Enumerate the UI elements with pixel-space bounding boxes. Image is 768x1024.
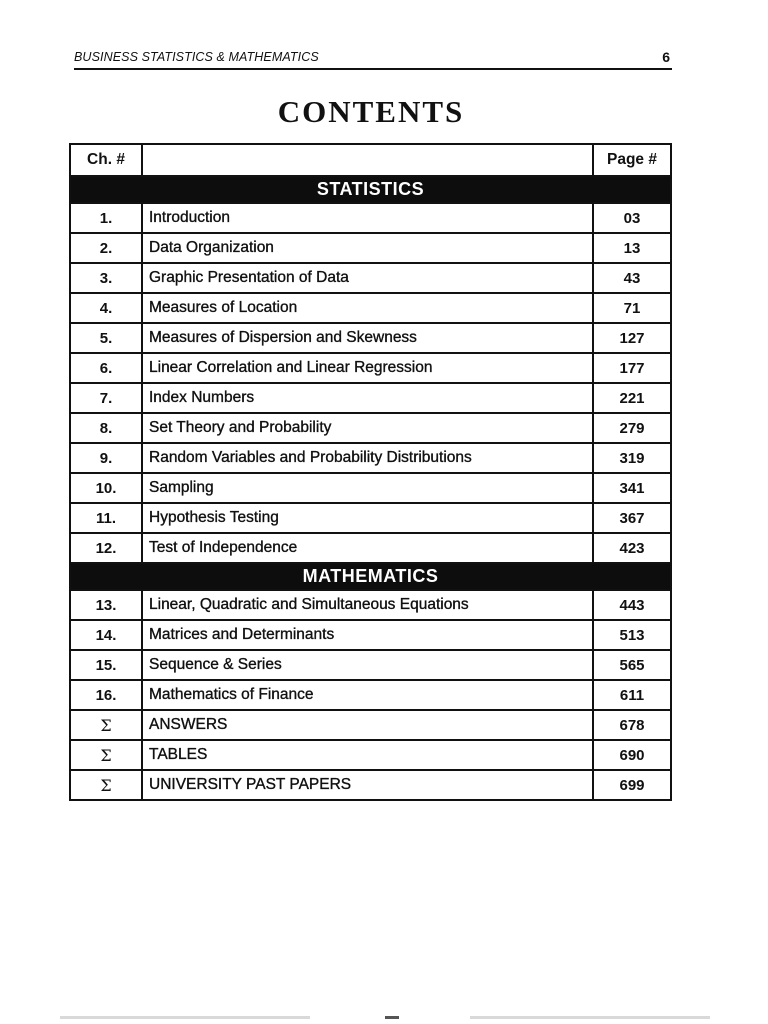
page-reference: 443	[619, 596, 645, 614]
table-row	[71, 589, 670, 619]
page-reference: 611	[619, 686, 645, 704]
chapter-title: Linear, Quadratic and Simultaneous Equations	[143, 591, 594, 619]
page-reference: 678	[619, 716, 645, 734]
sigma-icon: Σ	[71, 711, 143, 739]
page-reference: 13	[623, 239, 641, 257]
chapter-number: 16.	[71, 681, 143, 709]
table-row	[71, 292, 670, 322]
table-row	[71, 232, 670, 262]
chapter-title: TABLES	[143, 741, 594, 769]
table-header-row	[71, 145, 670, 175]
chapter-number: 12.	[71, 534, 143, 562]
chapter-number: 6.	[71, 354, 143, 382]
scan-mark	[385, 1016, 399, 1019]
page-number: 6	[662, 49, 670, 65]
chapter-number: 9.	[71, 444, 143, 472]
page-column-header: Page #	[607, 151, 657, 168]
chapter-number: 15.	[71, 651, 143, 679]
chapter-title: Test of Independence	[143, 534, 594, 562]
page-reference: 279	[619, 419, 645, 437]
chapter-title: Measures of Dispersion and Skewness	[143, 324, 594, 352]
sigma-icon: Σ	[71, 771, 143, 799]
chapter-number: 13.	[71, 591, 143, 619]
chapter-title: Measures of Location	[143, 294, 594, 322]
table-row	[71, 769, 670, 799]
chapter-title: Matrices and Determinants	[143, 621, 594, 649]
book-title: BUSINESS STATISTICS & MATHEMATICS	[74, 50, 319, 64]
chapter-title: Sampling	[143, 474, 594, 502]
section-header-statistics: STATISTICS	[71, 175, 670, 202]
chapter-title: UNIVERSITY PAST PAPERS	[143, 771, 594, 799]
chapter-number: 1.	[71, 204, 143, 232]
page-reference: 699	[619, 776, 645, 794]
chapter-title: Hypothesis Testing	[143, 504, 594, 532]
page-reference: 03	[623, 209, 641, 227]
page-reference: 127	[619, 329, 645, 347]
page-reference: 319	[619, 449, 645, 467]
page-reference: 367	[619, 509, 645, 527]
page-reference: 513	[619, 626, 645, 644]
table-row	[71, 202, 670, 232]
table-row	[71, 679, 670, 709]
table-row	[71, 739, 670, 769]
page-reference: 71	[623, 299, 641, 317]
table-row	[71, 619, 670, 649]
chapter-title: ANSWERS	[143, 711, 594, 739]
table-row	[71, 532, 670, 562]
chapter-title: Linear Correlation and Linear Regression	[143, 354, 594, 382]
table-row	[71, 442, 670, 472]
table-row	[71, 709, 670, 739]
table-row	[71, 262, 670, 292]
chapter-number: 3.	[71, 264, 143, 292]
chapter-title: Mathematics of Finance	[143, 681, 594, 709]
page-reference: 341	[619, 479, 645, 497]
table-row	[71, 382, 670, 412]
chapter-title: Sequence & Series	[143, 651, 594, 679]
contents-table	[69, 143, 672, 801]
scan-mark	[60, 1016, 310, 1019]
sigma-icon: Σ	[71, 741, 143, 769]
page-reference: 690	[619, 746, 645, 764]
chapter-title: Introduction	[143, 204, 594, 232]
chapter-number: 7.	[71, 384, 143, 412]
page-reference: 177	[619, 359, 645, 377]
chapter-title: Random Variables and Probability Distributions	[143, 444, 594, 472]
table-body	[71, 175, 670, 799]
page-reference: 423	[619, 539, 645, 557]
title-column-header	[143, 145, 594, 175]
page-reference: 221	[619, 389, 645, 407]
chapter-number: 10.	[71, 474, 143, 502]
chapter-number: 11.	[71, 504, 143, 532]
chapter-column-header: Ch. #	[71, 145, 143, 175]
chapter-number: 4.	[71, 294, 143, 322]
chapter-title: Graphic Presentation of Data	[143, 264, 594, 292]
page-reference: 565	[619, 656, 645, 674]
page-header	[74, 48, 672, 70]
table-row	[71, 472, 670, 502]
table-row	[71, 502, 670, 532]
table-row	[71, 322, 670, 352]
chapter-number: 5.	[71, 324, 143, 352]
chapter-number: 14.	[71, 621, 143, 649]
section-header-mathematics: MATHEMATICS	[71, 562, 670, 589]
scan-mark	[470, 1016, 710, 1019]
table-row	[71, 352, 670, 382]
chapter-title: Set Theory and Probability	[143, 414, 594, 442]
chapter-number: 2.	[71, 234, 143, 262]
table-row	[71, 649, 670, 679]
contents-heading: CONTENTS	[277, 94, 465, 129]
page-reference: 43	[623, 269, 641, 287]
chapter-number: 8.	[71, 414, 143, 442]
chapter-title: Data Organization	[143, 234, 594, 262]
chapter-title: Index Numbers	[143, 384, 594, 412]
table-row	[71, 412, 670, 442]
scan-edge-marks	[0, 1016, 768, 1024]
